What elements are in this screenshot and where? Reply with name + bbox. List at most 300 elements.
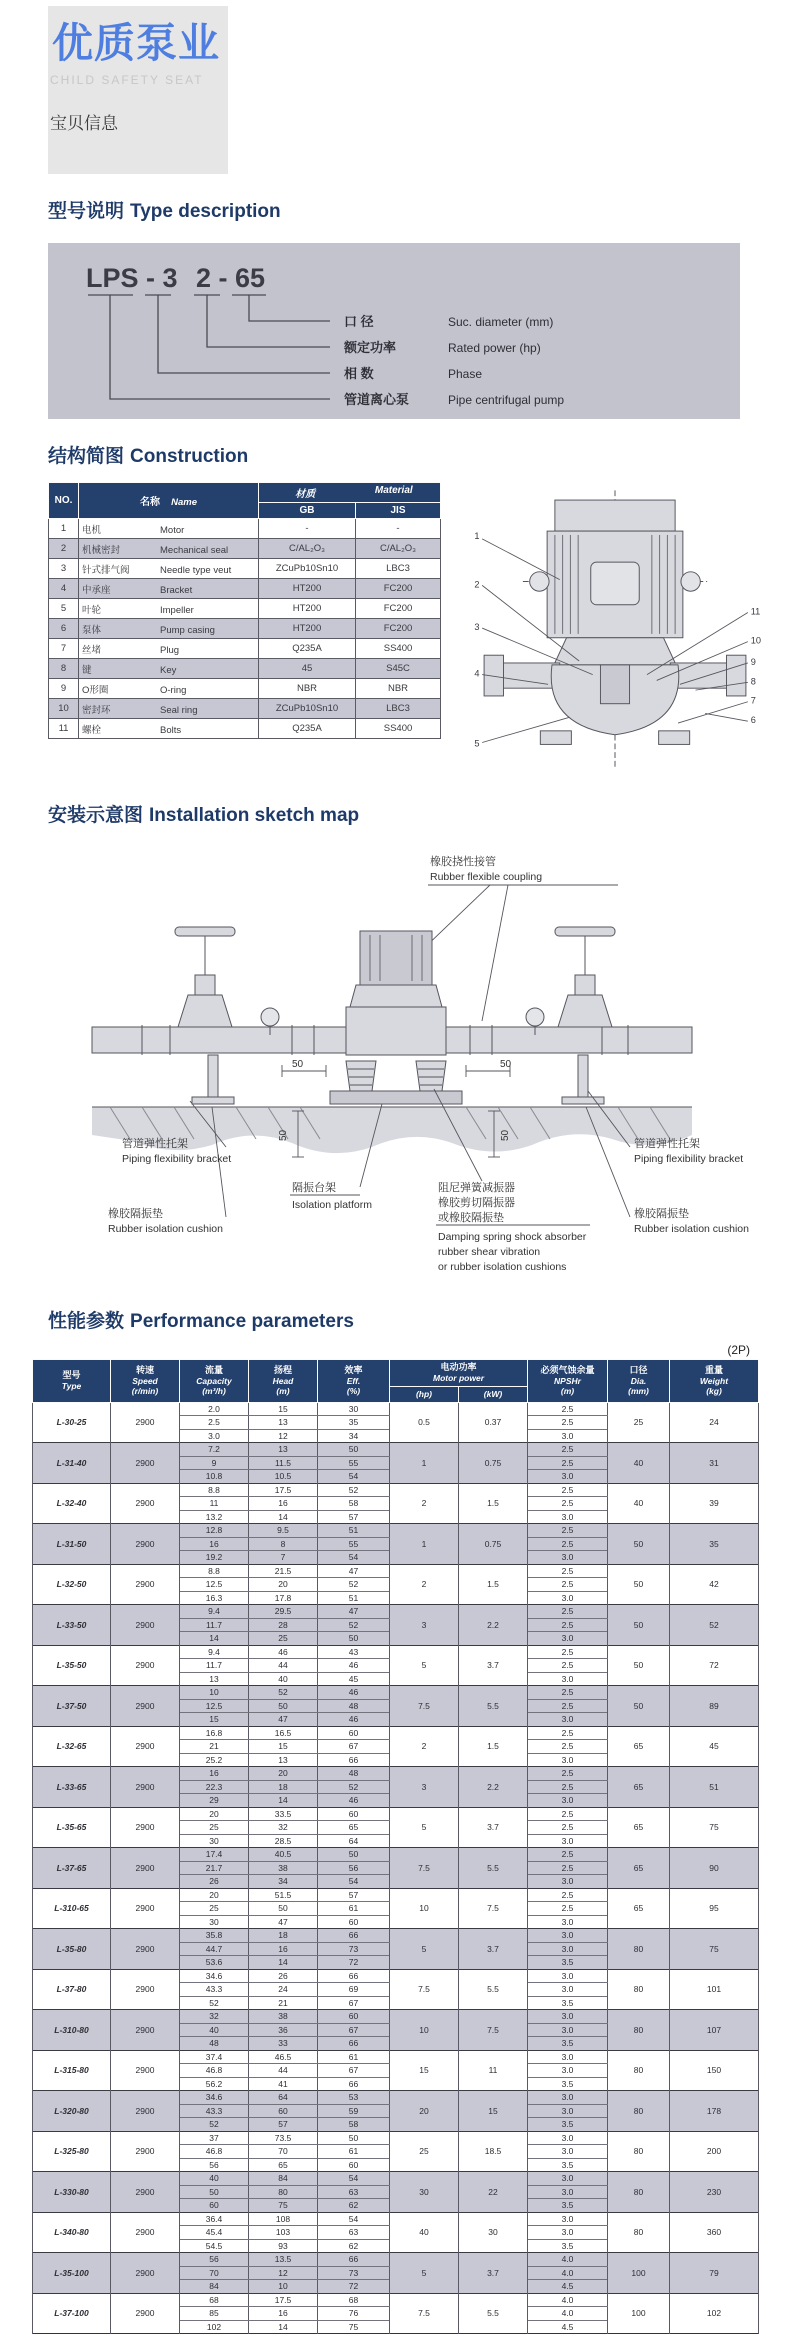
perf-head: 29.5	[249, 1605, 318, 1619]
perf-npshr: 4.0	[528, 2253, 608, 2267]
perf-head: 26	[249, 1969, 318, 1983]
perf-eff: 55	[318, 1456, 390, 1470]
perf-head: 24	[249, 1983, 318, 1997]
perf-speed: 2900	[111, 1483, 180, 1524]
perf-capacity: 20	[180, 1888, 249, 1902]
perf-capacity: 9.4	[180, 1645, 249, 1659]
perf-hp: 5	[390, 1807, 459, 1848]
perf-eff: 57	[318, 1510, 390, 1524]
perf-head: 44	[249, 1659, 318, 1673]
perf-eff: 51	[318, 1591, 390, 1605]
perf-row	[33, 1524, 759, 1538]
perf-capacity: 53.6	[180, 1956, 249, 1970]
material-gb: C/AL₂O₃	[259, 539, 356, 559]
perf-eff: 66	[318, 2037, 390, 2051]
coupling-label-zh: 橡胶挠性接管	[430, 856, 496, 868]
perf-npshr: 3.0	[528, 1969, 608, 1983]
col-name: 名称 Name	[79, 483, 259, 519]
heading-en: Installation sketch map	[149, 805, 360, 826]
perf-npshr: 2.5	[528, 1726, 608, 1740]
svg-text:10: 10	[750, 635, 762, 646]
perf-capacity: 48	[180, 2037, 249, 2051]
perf-head: 75	[249, 2199, 318, 2213]
perf-npshr: 2.5	[528, 1767, 608, 1781]
perf-eff: 66	[318, 2253, 390, 2267]
perf-model: L-32-40	[33, 1483, 111, 1524]
perf-capacity: 12.5	[180, 1699, 249, 1713]
perf-npshr: 3.0	[528, 1834, 608, 1848]
perf-weight: 360	[670, 2212, 759, 2253]
part-no: 5	[49, 599, 79, 619]
perf-model: L-315-80	[33, 2050, 111, 2091]
perf-hp: 3	[390, 1767, 459, 1808]
perf-weight: 75	[670, 1807, 759, 1848]
perf-npshr: 3.0	[528, 1794, 608, 1808]
perf-weight: 150	[670, 2050, 759, 2091]
svg-text:50: 50	[500, 1129, 511, 1141]
pump-section-diagram	[455, 482, 775, 778]
perf-capacity: 36.4	[180, 2212, 249, 2226]
perf-npshr: 3.0	[528, 1632, 608, 1646]
perf-kw: 2.2	[459, 1767, 528, 1808]
perf-capacity: 45.4	[180, 2226, 249, 2240]
svg-text:7: 7	[750, 695, 756, 706]
perf-speed: 2900	[111, 1605, 180, 1646]
perf-capacity: 16.3	[180, 1591, 249, 1605]
perf-head: 73.5	[249, 2131, 318, 2145]
perf-kw: 3.7	[459, 1645, 528, 1686]
perf-npshr: 2.5	[528, 1861, 608, 1875]
part-name: 中承座 Bracket	[79, 579, 259, 599]
construction-row	[49, 539, 441, 559]
perf-npshr: 3.0	[528, 2010, 608, 2024]
perf-model: L-35-65	[33, 1807, 111, 1848]
perf-row	[33, 1807, 759, 1821]
perf-dia: 65	[608, 1848, 670, 1889]
perf-dia: 80	[608, 2010, 670, 2051]
perf-npshr: 4.0	[528, 2307, 608, 2321]
perf-weight: 95	[670, 1888, 759, 1929]
perf-npshr: 3.0	[528, 2023, 608, 2037]
col-eff: 效率 Eff. (%)	[318, 1360, 390, 1403]
perf-dia: 40	[608, 1483, 670, 1524]
perf-npshr: 3.5	[528, 1996, 608, 2010]
material-gb: 45	[259, 659, 356, 679]
perf-dia: 25	[608, 1402, 670, 1443]
perf-eff: 67	[318, 2023, 390, 2037]
perf-head: 17.5	[249, 2293, 318, 2307]
perf-row	[33, 1888, 759, 1902]
perf-capacity: 29	[180, 1794, 249, 1808]
perf-model: L-35-80	[33, 1929, 111, 1970]
perf-dia: 80	[608, 2212, 670, 2253]
part-no: 2	[49, 539, 79, 559]
perf-head: 50	[249, 1699, 318, 1713]
perf-capacity: 16	[180, 1767, 249, 1781]
perf-eff: 47	[318, 1605, 390, 1619]
type-code-diagram	[48, 243, 740, 419]
perf-capacity: 8.8	[180, 1483, 249, 1497]
material-jis: SS400	[356, 639, 441, 659]
brand-title: 优质泵业	[52, 20, 220, 66]
perf-capacity: 50	[180, 2185, 249, 2199]
part-name: 叶轮 Impeller	[79, 599, 259, 619]
perf-eff: 46	[318, 1713, 390, 1727]
perf-npshr: 3.0	[528, 1429, 608, 1443]
perf-capacity: 25.2	[180, 1753, 249, 1767]
platform-label-zh: 隔振台架	[292, 1182, 336, 1194]
perf-eff: 34	[318, 1429, 390, 1443]
absorber-label-en1: Damping spring shock absorber	[438, 1231, 587, 1243]
perf-npshr: 3.0	[528, 1551, 608, 1565]
perf-kw: 5.5	[459, 1848, 528, 1889]
perf-dia: 50	[608, 1686, 670, 1727]
perf-row	[33, 2010, 759, 2024]
perf-row	[33, 2253, 759, 2267]
cushion-right-label-zh: 橡胶隔振垫	[634, 1208, 689, 1220]
perf-npshr: 3.0	[528, 2145, 608, 2159]
perf-hp: 2	[390, 1483, 459, 1524]
perf-capacity: 10	[180, 1686, 249, 1700]
brand-header	[48, 6, 228, 174]
construction-row	[49, 719, 441, 739]
perf-npshr: 2.5	[528, 1416, 608, 1430]
perf-npshr: 2.5	[528, 1645, 608, 1659]
material-gb: Q235A	[259, 719, 356, 739]
perf-head: 8	[249, 1537, 318, 1551]
cushion-left-label-zh: 橡胶隔振垫	[108, 1208, 163, 1220]
gate-valve-left	[178, 995, 232, 1027]
perf-eff: 54	[318, 2172, 390, 2186]
svg-text:50: 50	[500, 1059, 512, 1070]
perf-kw: 0.75	[459, 1524, 528, 1565]
perf-npshr: 2.5	[528, 1659, 608, 1673]
perf-kw: 0.37	[459, 1402, 528, 1443]
perf-npshr: 2.5	[528, 1524, 608, 1538]
perf-capacity: 46.8	[180, 2064, 249, 2078]
perf-head: 14	[249, 1510, 318, 1524]
perf-kw: 2.2	[459, 1605, 528, 1646]
perf-capacity: 30	[180, 1834, 249, 1848]
perf-model: L-31-40	[33, 1443, 111, 1484]
label-zh: 管道离心泵	[344, 392, 410, 407]
pressure-gauge-left	[261, 1008, 279, 1026]
material-jis: LBC3	[356, 699, 441, 719]
perf-speed: 2900	[111, 2131, 180, 2172]
perf-npshr: 3.0	[528, 1672, 608, 1686]
construction-table-body	[49, 519, 441, 739]
construction-row	[49, 619, 441, 639]
perf-eff: 61	[318, 1902, 390, 1916]
perf-hp: 40	[390, 2212, 459, 2253]
perf-hp: 10	[390, 1888, 459, 1929]
perf-head: 108	[249, 2212, 318, 2226]
absorber-label-en2: rubber shear vibration	[438, 1246, 541, 1258]
perf-eff: 73	[318, 1942, 390, 1956]
perf-weight: 89	[670, 1686, 759, 1727]
performance-heading	[48, 1306, 790, 1333]
perf-npshr: 2.5	[528, 1443, 608, 1457]
perf-npshr: 2.5	[528, 1497, 608, 1511]
perf-head: 15	[249, 1402, 318, 1416]
pump-motor	[360, 931, 432, 985]
perf-npshr: 3.0	[528, 1470, 608, 1484]
perf-kw: 7.5	[459, 1888, 528, 1929]
construction-row	[49, 559, 441, 579]
perf-dia: 100	[608, 2293, 670, 2334]
perf-head: 17.8	[249, 1591, 318, 1605]
perf-capacity: 43.3	[180, 1983, 249, 1997]
perf-head: 34	[249, 1875, 318, 1889]
perf-npshr: 2.5	[528, 1456, 608, 1470]
perf-capacity: 52	[180, 1996, 249, 2010]
perf-head: 47	[249, 1915, 318, 1929]
perf-eff: 63	[318, 2226, 390, 2240]
perf-weight: 31	[670, 1443, 759, 1484]
construction-row	[49, 519, 441, 539]
perf-capacity: 26	[180, 1875, 249, 1889]
perf-model: L-32-50	[33, 1564, 111, 1605]
discharge-flange	[727, 655, 746, 696]
perf-head: 21	[249, 1996, 318, 2010]
svg-text:3: 3	[474, 622, 480, 632]
perf-head: 16.5	[249, 1726, 318, 1740]
heading-en: Performance parameters	[130, 1311, 354, 1332]
perf-npshr: 3.0	[528, 2212, 608, 2226]
perf-head: 38	[249, 1861, 318, 1875]
perf-eff: 43	[318, 1645, 390, 1659]
perf-kw: 0.75	[459, 1443, 528, 1484]
perf-row	[33, 1929, 759, 1943]
svg-text:9: 9	[750, 656, 756, 667]
heading-zh: 结构简图	[48, 446, 125, 467]
perf-dia: 50	[608, 1645, 670, 1686]
perf-capacity: 25	[180, 1821, 249, 1835]
product-description-page	[0, 6, 790, 2334]
perf-head: 21.5	[249, 1564, 318, 1578]
perf-eff: 52	[318, 1578, 390, 1592]
perf-model: L-310-80	[33, 2010, 111, 2051]
perf-eff: 50	[318, 1632, 390, 1646]
perf-eff: 48	[318, 1767, 390, 1781]
perf-capacity: 46.8	[180, 2145, 249, 2159]
installation-heading	[48, 800, 790, 827]
part-no: 7	[49, 639, 79, 659]
perf-kw: 15	[459, 2091, 528, 2132]
installation-labels	[108, 1136, 749, 1273]
perf-hp: 10	[390, 2010, 459, 2051]
perf-weight: 200	[670, 2131, 759, 2172]
perf-capacity: 2.0	[180, 1402, 249, 1416]
perf-eff: 30	[318, 1402, 390, 1416]
perf-speed: 2900	[111, 1402, 180, 1443]
perf-head: 32	[249, 1821, 318, 1835]
perf-speed: 2900	[111, 1686, 180, 1727]
perf-speed: 2900	[111, 2091, 180, 2132]
perf-npshr: 3.0	[528, 2050, 608, 2064]
type-code-suffix: 2 - 65	[196, 263, 266, 293]
perf-npshr: 3.0	[528, 2131, 608, 2145]
perf-weight: 90	[670, 1848, 759, 1889]
part-no: 6	[49, 619, 79, 639]
perf-head: 14	[249, 2320, 318, 2334]
perf-hp: 7.5	[390, 1686, 459, 1727]
perf-head: 14	[249, 1794, 318, 1808]
perf-model: L-37-100	[33, 2293, 111, 2334]
perf-capacity: 2.5	[180, 1416, 249, 1430]
perf-capacity: 9	[180, 1456, 249, 1470]
perf-head: 52	[249, 1686, 318, 1700]
cushion-right-label-en: Rubber isolation cushion	[634, 1223, 749, 1235]
perf-eff: 73	[318, 2266, 390, 2280]
perf-capacity: 30	[180, 1915, 249, 1929]
part-no: 3	[49, 559, 79, 579]
bracket-right-label-zh: 管道弹性托架	[634, 1138, 700, 1150]
perf-weight: 101	[670, 1969, 759, 2010]
perf-capacity: 15	[180, 1713, 249, 1727]
impeller	[600, 665, 629, 704]
perf-npshr: 3.0	[528, 1591, 608, 1605]
perf-npshr: 3.0	[528, 2185, 608, 2199]
perf-head: 18	[249, 1780, 318, 1794]
bracket-right-label-en: Piping flexibility bracket	[634, 1153, 744, 1165]
perf-npshr: 3.5	[528, 2239, 608, 2253]
perf-npshr: 2.5	[528, 1848, 608, 1862]
perf-row	[33, 2050, 759, 2064]
material-jis: -	[356, 519, 441, 539]
part-name: 针式排气阀 Needle type veut	[79, 559, 259, 579]
perf-capacity: 56	[180, 2158, 249, 2172]
col-jis: JIS	[356, 503, 441, 519]
perf-eff: 66	[318, 1753, 390, 1767]
perf-capacity: 11.7	[180, 1659, 249, 1673]
part-no: 4	[49, 579, 79, 599]
label-zh: 口 径	[344, 314, 374, 329]
absorber-label-zh3: 或橡胶隔振垫	[438, 1212, 504, 1224]
perf-capacity: 54.5	[180, 2239, 249, 2253]
col-speed: 转速 Speed (r/min)	[111, 1360, 180, 1403]
perf-weight: 230	[670, 2172, 759, 2213]
material-jis: FC200	[356, 599, 441, 619]
perf-head: 16	[249, 2307, 318, 2321]
col-motor-power: 电动功率 Motor power	[390, 1360, 528, 1387]
perf-capacity: 43.3	[180, 2104, 249, 2118]
svg-text:4: 4	[474, 668, 480, 679]
perf-eff: 35	[318, 1416, 390, 1430]
perf-npshr: 3.5	[528, 1956, 608, 1970]
perf-eff: 50	[318, 2131, 390, 2145]
perf-model: L-37-50	[33, 1686, 111, 1727]
svg-text:5: 5	[474, 738, 480, 749]
perf-hp: 0.5	[390, 1402, 459, 1443]
perf-eff: 52	[318, 1780, 390, 1794]
col-no: NO.	[49, 483, 79, 519]
perf-capacity: 11	[180, 1497, 249, 1511]
perf-head: 11.5	[249, 1456, 318, 1470]
perf-eff: 50	[318, 1443, 390, 1457]
perf-capacity: 68	[180, 2293, 249, 2307]
perf-dia: 50	[608, 1564, 670, 1605]
perf-capacity: 22.3	[180, 1780, 249, 1794]
shock-absorber-left	[346, 1061, 376, 1091]
foot	[659, 731, 690, 745]
part-no: 9	[49, 679, 79, 699]
perf-row	[33, 1645, 759, 1659]
perf-kw: 3.7	[459, 1929, 528, 1970]
perf-eff: 61	[318, 2145, 390, 2159]
col-hp: (hp)	[390, 1386, 459, 1402]
perf-weight: 24	[670, 1402, 759, 1443]
perf-head: 51.5	[249, 1888, 318, 1902]
part-name: 电机 Motor	[79, 519, 259, 539]
heading-zh: 型号说明	[48, 201, 125, 222]
perf-dia: 65	[608, 1807, 670, 1848]
perf-head: 14	[249, 1956, 318, 1970]
perf-head: 93	[249, 2239, 318, 2253]
perf-speed: 2900	[111, 1848, 180, 1889]
part-name: 丝堵 Plug	[79, 639, 259, 659]
perf-hp: 7.5	[390, 1848, 459, 1889]
material-jis: LBC3	[356, 559, 441, 579]
perf-weight: 35	[670, 1524, 759, 1565]
perf-model: L-320-80	[33, 2091, 111, 2132]
perf-npshr: 3.5	[528, 2199, 608, 2213]
perf-eff: 67	[318, 1740, 390, 1754]
motor-cap	[555, 500, 675, 531]
perf-row	[33, 1848, 759, 1862]
perf-model: L-330-80	[33, 2172, 111, 2213]
construction-row	[49, 639, 441, 659]
col-capacity: 流量 Capacity (m³/h)	[180, 1360, 249, 1403]
perf-head: 103	[249, 2226, 318, 2240]
perf-head: 7	[249, 1551, 318, 1565]
perf-head: 13	[249, 1443, 318, 1457]
perf-npshr: 4.0	[528, 2293, 608, 2307]
brand-caption: 宝贝信息	[50, 114, 118, 134]
perf-capacity: 19.2	[180, 1551, 249, 1565]
perf-npshr: 4.5	[528, 2280, 608, 2294]
perf-speed: 2900	[111, 1524, 180, 1565]
perf-weight: 75	[670, 1929, 759, 1970]
svg-text:2: 2	[474, 579, 480, 590]
perf-head: 57	[249, 2118, 318, 2132]
type-code-connector-lines	[88, 295, 330, 399]
perf-head: 38	[249, 2010, 318, 2024]
svg-text:1: 1	[474, 530, 480, 541]
perf-weight: 42	[670, 1564, 759, 1605]
perf-head: 15	[249, 1740, 318, 1754]
perf-head: 33.5	[249, 1807, 318, 1821]
perf-capacity: 25	[180, 1902, 249, 1916]
perf-capacity: 21	[180, 1740, 249, 1754]
perf-eff: 60	[318, 2158, 390, 2172]
perf-hp: 15	[390, 2050, 459, 2091]
label-zh: 相 数	[344, 366, 374, 381]
perf-eff: 51	[318, 1524, 390, 1538]
perf-speed: 2900	[111, 2293, 180, 2334]
perf-kw: 1.5	[459, 1564, 528, 1605]
perf-kw: 1.5	[459, 1726, 528, 1767]
part-no: 1	[49, 519, 79, 539]
construction-table	[48, 482, 441, 739]
construction-row	[49, 659, 441, 679]
part-name: 泵体 Pump casing	[79, 619, 259, 639]
perf-model: L-37-80	[33, 1969, 111, 2010]
perf-npshr: 3.0	[528, 2064, 608, 2078]
perf-npshr: 3.5	[528, 2037, 608, 2051]
perf-speed: 2900	[111, 1969, 180, 2010]
perf-eff: 52	[318, 1618, 390, 1632]
